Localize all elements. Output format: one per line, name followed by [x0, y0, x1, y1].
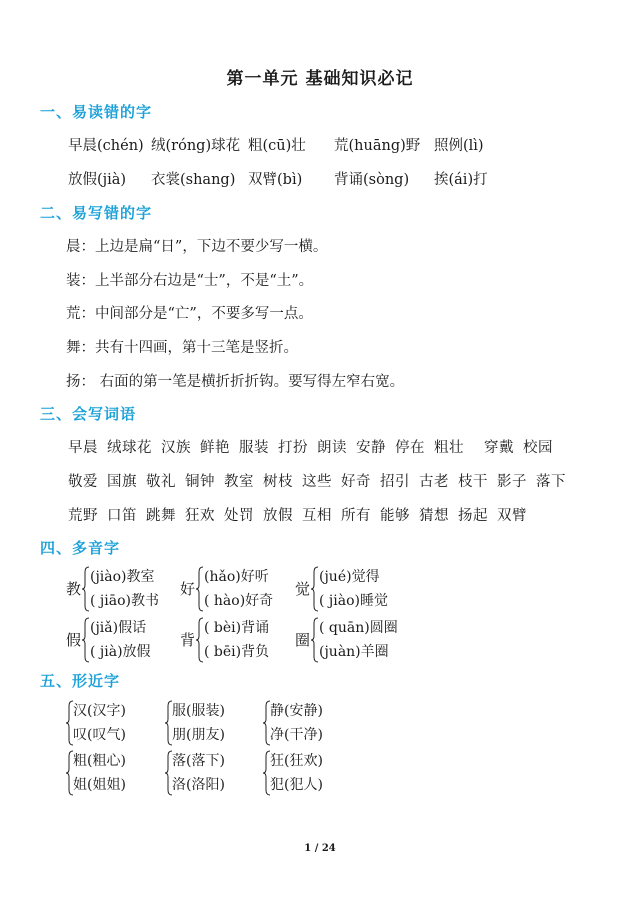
writing-note: 装：上半部分右边是“士”，不是“土”。 — [66, 273, 314, 289]
brace-icon — [196, 617, 204, 663]
writing-note: 舞：共有十四画，第十三笔是竖折。 — [66, 340, 298, 356]
vocab-word: 穿戴 — [484, 440, 514, 456]
pronunciation-item: 放假(jià) — [68, 172, 127, 188]
vocab-word: 校园 — [523, 440, 553, 456]
pronunciation-item: 背诵(sòng) — [334, 172, 410, 188]
similar-char-item: 朋(朋友) — [172, 727, 225, 743]
polyphonic-reading: (hǎo)好听 — [204, 569, 269, 585]
vocabulary-row — [68, 436, 562, 457]
vocab-word: 粗壮 — [434, 440, 464, 456]
vocab-word: 早晨 — [68, 440, 98, 456]
vocab-word: 朗读 — [317, 440, 347, 456]
brace-icon — [311, 617, 319, 663]
vocab-word: 处罚 — [224, 508, 254, 524]
polyphonic-char: 背 — [180, 631, 196, 649]
vocab-word: 所有 — [341, 508, 371, 524]
vocab-word: 汉族 — [161, 440, 191, 456]
similar-char-item: 粗(粗心) — [73, 753, 126, 769]
vocab-word: 荒野 — [68, 508, 98, 524]
polyphonic-reading: ( jiào)睡觉 — [319, 593, 388, 609]
similar-char-item: 狂(狂欢) — [270, 753, 323, 769]
polyphonic-reading: ( jiāo)教书 — [90, 593, 159, 609]
vocab-word: 枝干 — [458, 474, 488, 490]
polyphonic-reading: ( bēi)背负 — [204, 644, 270, 660]
vocab-word: 服装 — [239, 440, 269, 456]
similar-char-group — [165, 700, 255, 746]
vocab-word: 互相 — [302, 508, 332, 524]
vocab-word: 安静 — [356, 440, 386, 456]
polyphonic-char: 觉 — [295, 580, 311, 598]
writing-note: 扬： 右面的第一笔是横折折折钩。要写得左窄右宽。 — [66, 374, 405, 390]
pronunciation-item: 绒(róng)球花 — [151, 138, 241, 154]
vocabulary-row — [68, 504, 536, 525]
polyphonic-group — [180, 566, 290, 612]
pronunciation-item: 荒(huāng)野 — [334, 138, 421, 154]
page-number: 1 / 24 — [304, 843, 336, 854]
similar-char-item: 静(安静) — [270, 703, 323, 719]
vocab-word: 铜钟 — [185, 474, 215, 490]
vocab-word: 好奇 — [341, 474, 371, 490]
polyphonic-reading: ( bèi)背诵 — [204, 620, 270, 636]
vocab-word: 敬礼 — [146, 474, 176, 490]
polyphonic-reading: (jué)觉得 — [319, 569, 380, 585]
vocab-word: 打扮 — [278, 440, 308, 456]
polyphonic-reading: (juàn)羊圈 — [319, 644, 389, 660]
polyphonic-group — [180, 617, 290, 663]
similar-char-item: 净(干净) — [270, 727, 323, 743]
section-heading-similar-chars: 五、形近字 — [40, 672, 121, 690]
similar-char-item: 服(服装) — [172, 703, 225, 719]
similar-char-group — [263, 750, 353, 796]
pronunciation-item: 双臂(bì) — [248, 172, 303, 188]
polyphonic-group — [295, 617, 405, 663]
similar-char-item: 落(落下) — [172, 753, 225, 769]
writing-note: 荒：中间部分是“亡”，不要多写一点。 — [66, 306, 313, 322]
section-heading-polyphonic: 四、多音字 — [40, 539, 121, 557]
page-title: 第一单元 基础知识必记 — [226, 69, 414, 89]
similar-char-item: 叹(叹气) — [73, 727, 126, 743]
vocab-word: 放假 — [263, 508, 293, 524]
similar-char-item: 汉(汉字) — [73, 703, 126, 719]
vocab-word: 双臂 — [497, 508, 527, 524]
polyphonic-reading: ( jià)放假 — [90, 644, 151, 660]
polyphonic-reading: (jiào)教室 — [90, 569, 155, 585]
polyphonic-group — [66, 617, 176, 663]
similar-char-item: 洛(洛阳) — [172, 777, 225, 793]
polyphonic-reading: ( hào)好奇 — [204, 593, 274, 609]
vocab-word: 落下 — [536, 474, 566, 490]
similar-char-group — [165, 750, 255, 796]
polyphonic-char: 圈 — [295, 631, 311, 649]
polyphonic-group — [66, 566, 176, 612]
pronunciation-item: 早晨(chén) — [68, 138, 144, 154]
similar-char-group — [263, 700, 353, 746]
polyphonic-char: 好 — [180, 580, 196, 598]
polyphonic-char: 教 — [66, 580, 82, 598]
section-heading-vocabulary: 三、会写词语 — [40, 405, 137, 423]
pronunciation-item: 粗(cū)壮 — [248, 138, 306, 154]
vocab-word: 教室 — [224, 474, 254, 490]
vocab-word: 国旗 — [107, 474, 137, 490]
vocab-word: 敬爱 — [68, 474, 98, 490]
brace-icon — [82, 617, 90, 663]
vocab-word: 跳舞 — [146, 508, 176, 524]
vocab-word: 口笛 — [107, 508, 137, 524]
vocab-word: 影子 — [497, 474, 527, 490]
section-heading-miswritten: 二、易写错的字 — [40, 204, 153, 222]
vocab-word: 停在 — [395, 440, 425, 456]
polyphonic-group — [295, 566, 405, 612]
pronunciation-item: 照例(lì) — [434, 138, 484, 154]
vocab-word: 绒球花 — [107, 440, 152, 456]
vocab-word: 这些 — [302, 474, 332, 490]
section-heading-misread: 一、易读错的字 — [40, 103, 153, 121]
similar-char-item: 犯(犯人) — [270, 777, 323, 793]
polyphonic-reading: ( quān)圆圈 — [319, 620, 398, 636]
vocab-word: 扬起 — [458, 508, 488, 524]
vocab-word: 能够 — [380, 508, 410, 524]
vocab-word: 鲜艳 — [200, 440, 230, 456]
vocab-word: 猜想 — [419, 508, 449, 524]
vocab-word: 树枝 — [263, 474, 293, 490]
pronunciation-item: 衣裳(shang) — [151, 172, 236, 188]
similar-char-group — [66, 700, 156, 746]
polyphonic-reading: (jiǎ)假话 — [90, 620, 147, 636]
writing-note: 晨：上边是扁“日”，下边不要少写一横。 — [66, 239, 328, 255]
pronunciation-item: 挨(ái)打 — [434, 172, 488, 188]
brace-icon — [196, 566, 204, 612]
brace-icon — [82, 566, 90, 612]
vocab-word: 狂欢 — [185, 508, 215, 524]
vocab-word: 古老 — [419, 474, 449, 490]
vocab-word: 招引 — [380, 474, 410, 490]
vocabulary-row — [68, 470, 575, 491]
polyphonic-char: 假 — [66, 631, 82, 649]
brace-icon — [311, 566, 319, 612]
similar-char-group — [66, 750, 156, 796]
similar-char-item: 姐(姐姐) — [73, 777, 126, 793]
